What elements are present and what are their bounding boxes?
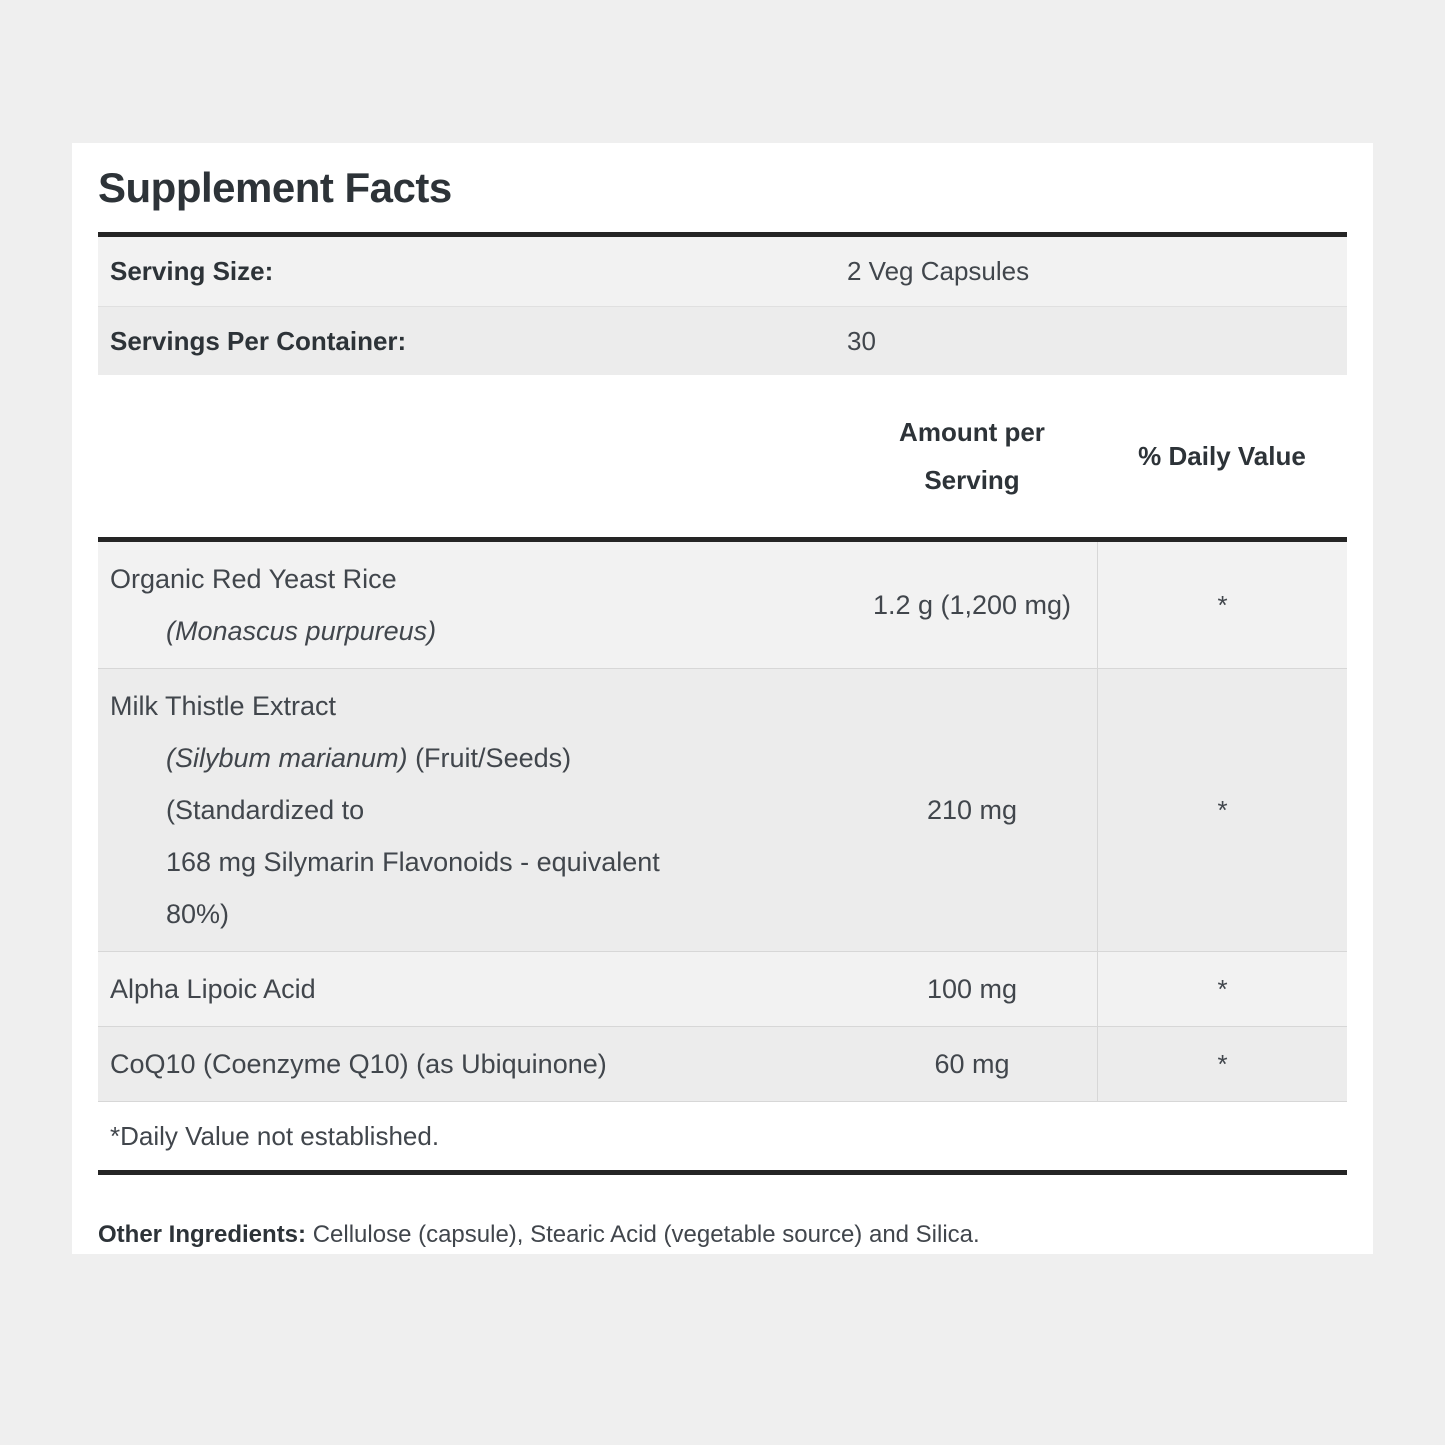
servings-per-container-label: Servings Per Container: <box>110 325 407 356</box>
ingredient-row <box>98 668 1347 951</box>
ingredient-amount: 210 mg <box>926 794 1018 825</box>
ingredient-daily-value: * <box>1097 669 1347 951</box>
ingredient-daily-value: * <box>1097 542 1347 668</box>
ingredient-name-line <box>110 553 837 605</box>
daily-value-header: % Daily Value <box>1138 440 1306 471</box>
ingredient-rows <box>98 542 1347 1102</box>
ingredient-name-line <box>166 732 837 784</box>
ingredient-name-line <box>166 784 837 836</box>
serving-size-row <box>98 237 1347 306</box>
serving-size-label: Serving Size: <box>110 256 274 286</box>
ingredient-name <box>98 669 847 951</box>
page-title: Supplement Facts <box>98 163 452 211</box>
ingredient-name <box>98 1027 847 1101</box>
name-text: CoQ10 (Coenzyme Q10) (as Ubiquinone) <box>110 1049 607 1079</box>
name-text: Organic Red Yeast Rice <box>110 564 397 594</box>
ingredient-daily-value: * <box>1097 952 1347 1026</box>
servings-per-container-value: 30 <box>847 325 876 356</box>
ingredient-row <box>98 1026 1347 1102</box>
ingredient-amount: 60 mg <box>934 1048 1010 1079</box>
daily-value-footnote: *Daily Value not established. <box>98 1102 1347 1170</box>
ingredient-name-line <box>166 836 837 888</box>
other-ingredients-text: Cellulose (capsule), Stearic Acid (vegetable source) and Silica. <box>306 1221 980 1248</box>
ingredient-name-line <box>166 605 837 657</box>
supplement-facts-card <box>72 143 1373 1254</box>
ingredient-daily-value: * <box>1097 1027 1347 1101</box>
ingredient-name-line <box>110 1038 837 1090</box>
other-ingredients-label: Other Ingredients: <box>98 1221 307 1248</box>
name-text: 80%) <box>166 899 230 929</box>
other-ingredients <box>98 1219 1347 1251</box>
name-text: (Fruit/Seeds) <box>407 743 572 773</box>
name-text: Alpha Lipoic Acid <box>110 974 316 1004</box>
ingredient-row <box>98 951 1347 1026</box>
bottom-rule <box>98 1170 1347 1175</box>
ingredient-name-line <box>110 963 837 1015</box>
serving-size-value: 2 Veg Capsules <box>847 256 1030 286</box>
column-header-row <box>98 375 1347 537</box>
ingredient-name-line <box>166 888 837 940</box>
name-text: Milk Thistle Extract <box>110 691 337 721</box>
servings-per-container-row <box>98 306 1347 375</box>
name-text: 168 mg Silymarin Flavonoids - equivalent <box>166 847 660 877</box>
ingredient-name <box>98 952 847 1026</box>
ingredient-name-line <box>110 680 837 732</box>
ingredient-name <box>98 542 847 668</box>
ingredient-amount: 100 mg <box>926 973 1018 1004</box>
amount-per-serving-header: Amount per Serving <box>899 417 1045 495</box>
botanical-name: (Silybum marianum) <box>166 743 408 773</box>
botanical-name: (Monascus purpureus) <box>166 616 437 646</box>
ingredient-amount: 1.2 g (1,200 mg) <box>872 589 1072 620</box>
name-text: (Standardized to <box>166 795 365 825</box>
ingredient-row <box>98 542 1347 668</box>
